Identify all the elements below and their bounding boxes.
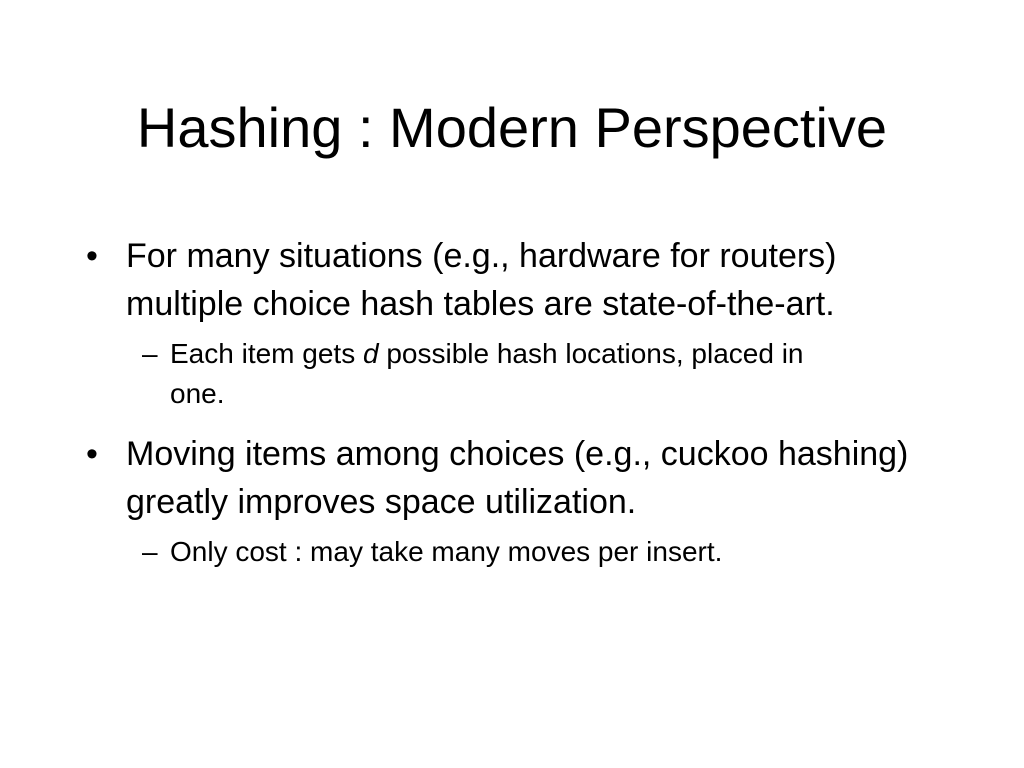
bullet-item: [84, 232, 944, 328]
sub-bullet-item: [84, 334, 944, 414]
slide-title: Hashing : Modern Perspective: [136, 96, 888, 159]
sub-text-before: Each item gets: [170, 338, 363, 369]
sub-bullet-marker: –: [142, 536, 158, 567]
bullet-text: For many situations (e.g., hardware for routers) multiple choice hash tables are state-of-the-art.: [126, 237, 837, 323]
sub-text-after: possible hash locations, placed in one.: [170, 338, 804, 409]
bullet-item: [84, 430, 944, 526]
bullet-marker: •: [86, 237, 98, 275]
bullet-text: Moving items among choices (e.g., cuckoo hashing) greatly improves space utilization.: [126, 435, 909, 521]
sub-bullet-item: [84, 532, 944, 572]
sub-bullet-marker: –: [142, 338, 158, 369]
sub-text-italic-variable: d: [362, 338, 379, 369]
bullet-marker: •: [86, 435, 98, 473]
sub-bullet-text: Only cost : may take many moves per insert.: [170, 536, 723, 567]
slide-body: [84, 232, 944, 588]
sub-bullet-text: [170, 334, 850, 414]
